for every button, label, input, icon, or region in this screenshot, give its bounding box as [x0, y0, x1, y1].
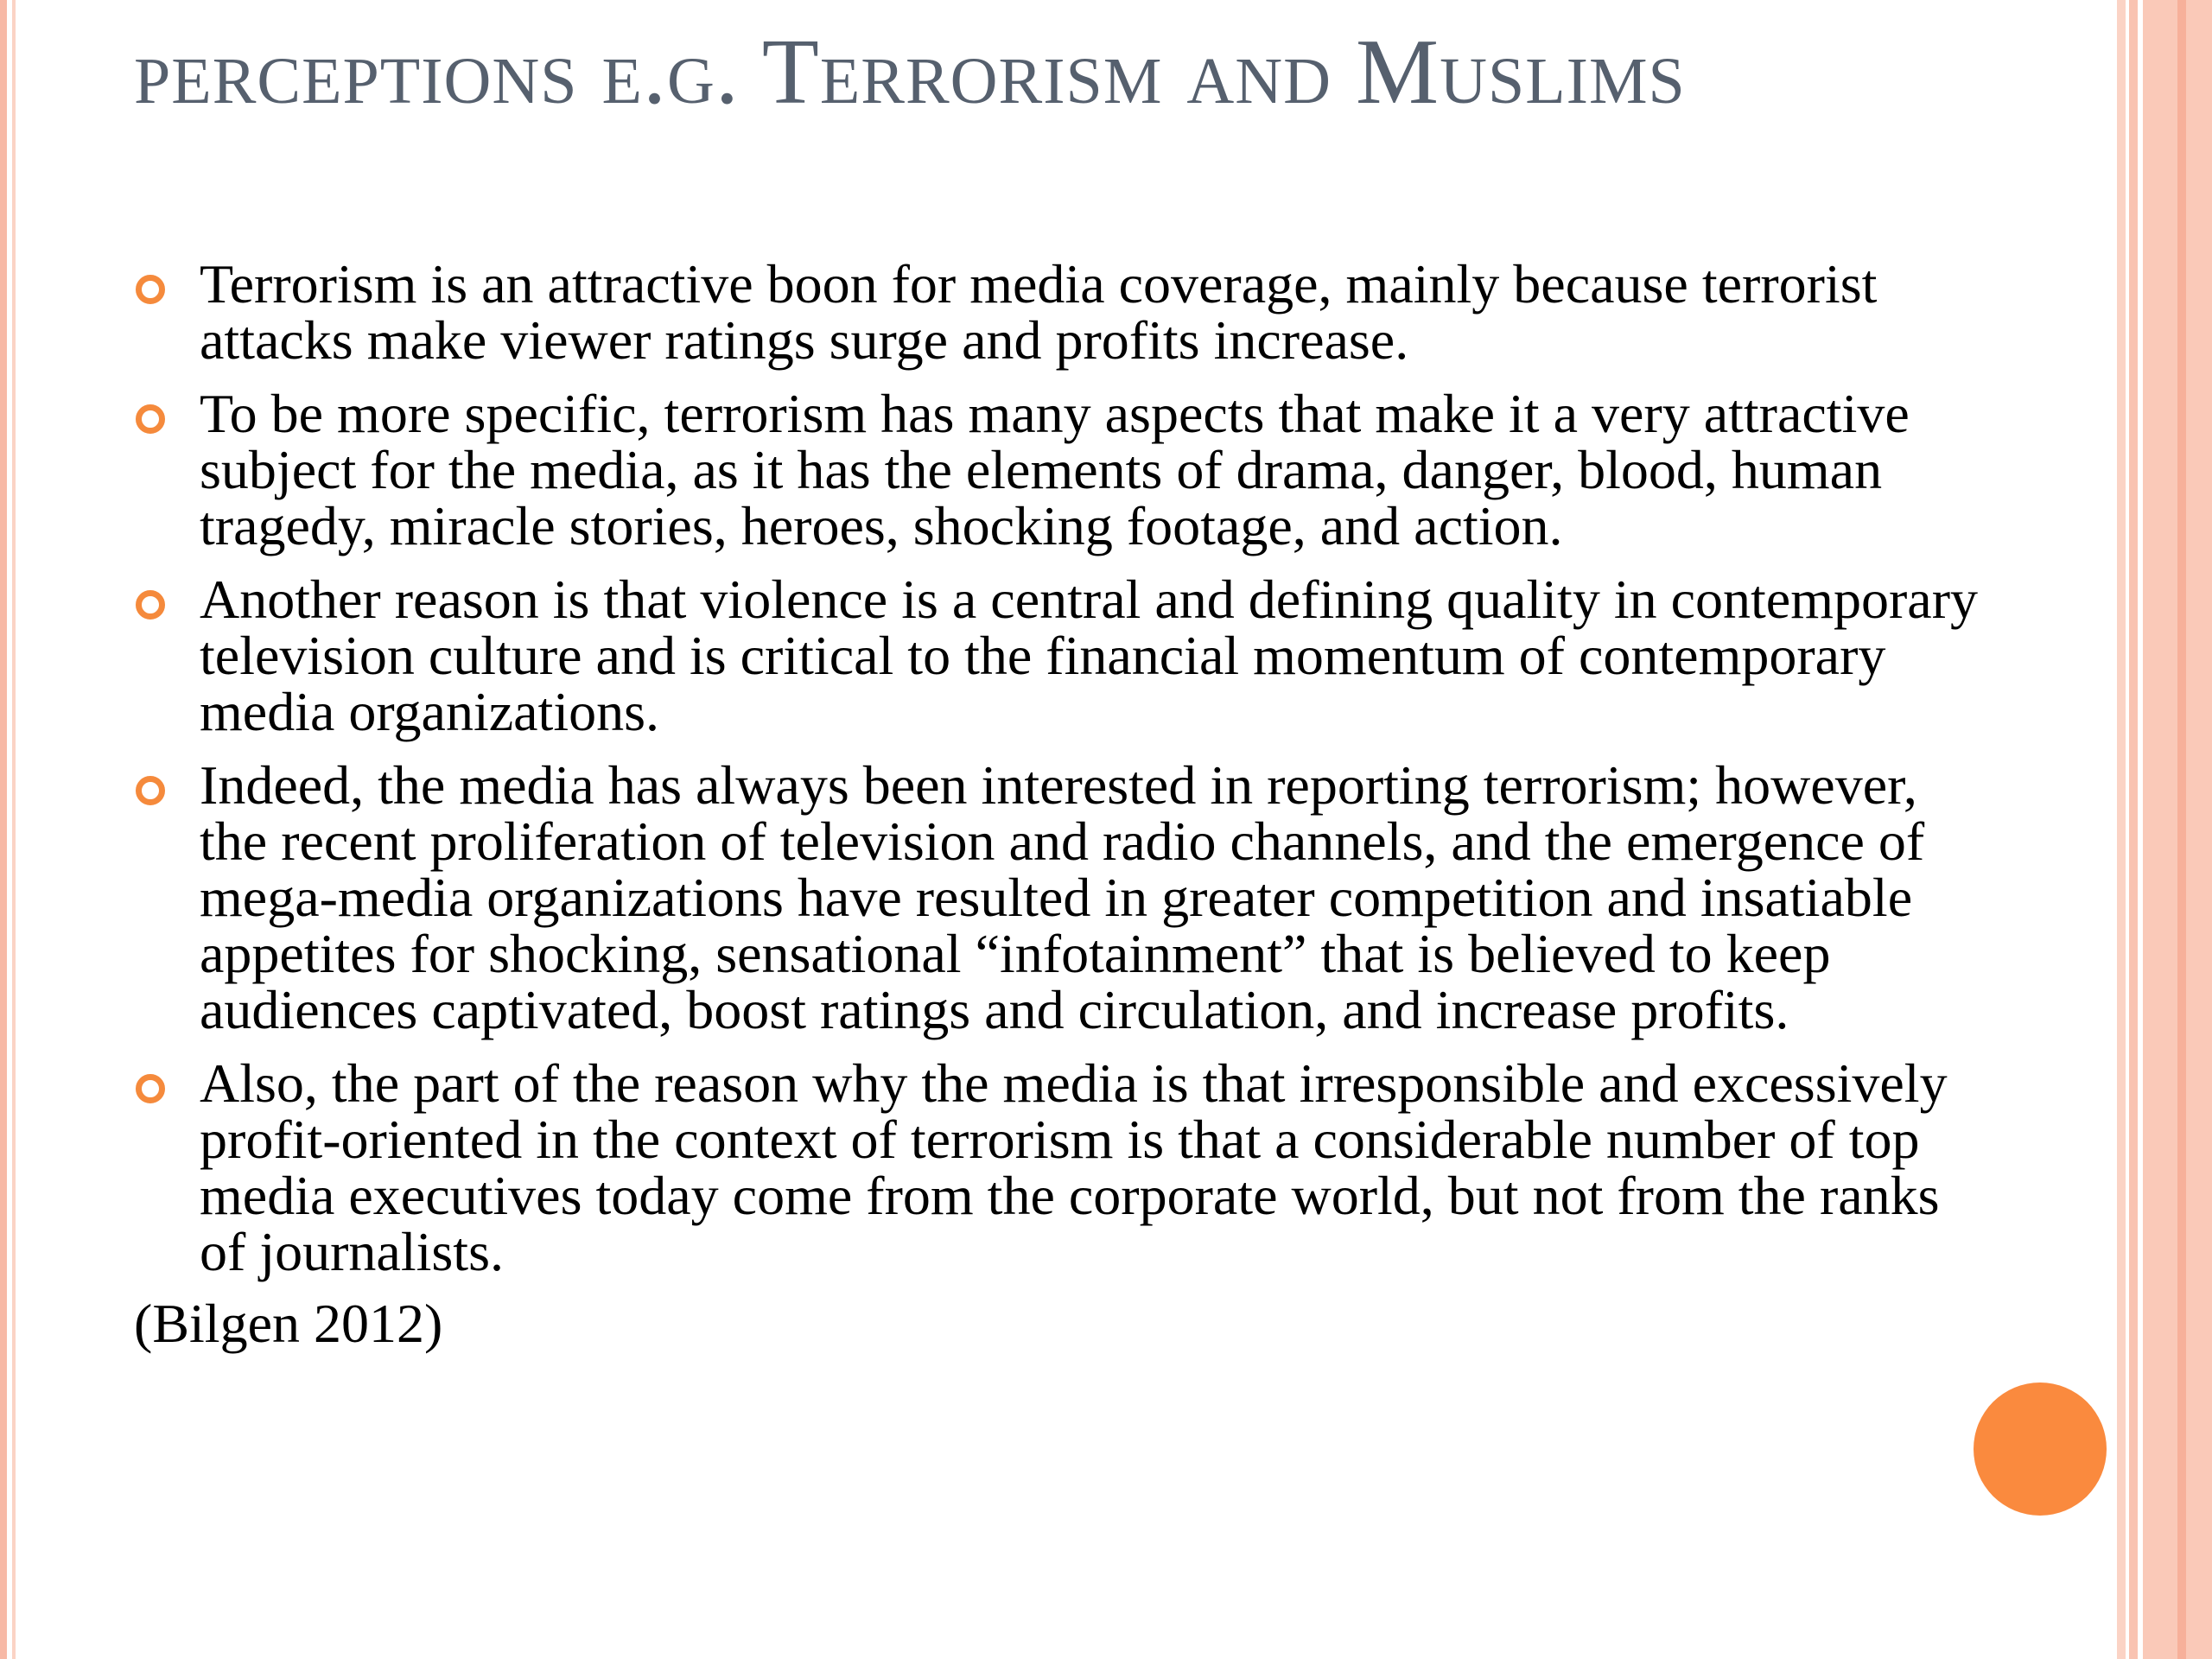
right-border-stripe-2 [2129, 0, 2138, 1659]
hollow-circle-bullet-icon [136, 590, 165, 620]
right-border-stripe [2117, 0, 2126, 1659]
bullet-item [134, 1052, 1992, 1282]
slide-content [134, 253, 1992, 1354]
hollow-circle-bullet-icon [136, 776, 165, 805]
left-border-stripe [0, 0, 7, 1659]
left-border-stripe-inner [12, 0, 16, 1659]
bullet-text: To be more specific, terrorism has many aspects that make it a very attractive subject for the media, as it has the elements of drama, danger, blood, human tragedy, miracle stories, heroes, shocking footage, and action. [200, 383, 1910, 556]
bullet-text: Also, the part of the reason why the media is that irresponsible and excessively profit-oriented in the context of terrorism is that a considerable number of top media executives today come from the corporate world, but not from the ranks of journalists. [200, 1052, 1948, 1282]
bullet-text: Indeed, the media has always been interested in reporting terrorism; however, the recent proliferation of television and radio channels, and the emergence of mega-media organizations have resulted in greater competition and insatiable appetites for shocking, sensational “infotainment” that is believed to keep audiences captivated, boost ratings and circulation, and increase profits. [200, 754, 1925, 1040]
bullet-text: Another reason is that violence is a central and defining quality in contemporary television culture and is critical to the financial momentum of contemporary media organizations. [200, 569, 1978, 742]
orange-circle-decoration [1974, 1382, 2107, 1516]
bullet-item [134, 385, 1992, 554]
right-border-line [2177, 0, 2186, 1659]
citation: (Bilgen 2012) [134, 1293, 443, 1354]
bullet-text: Terrorism is an attractive boon for media coverage, mainly because terrorist attacks make viewer ratings surge and profits increase. [200, 253, 1878, 371]
bullet-list [134, 253, 1992, 1282]
hollow-circle-bullet-icon [136, 275, 165, 304]
slide-title: perceptions e.g. Terrorism and Muslims [134, 21, 1686, 124]
hollow-circle-bullet-icon [136, 404, 165, 434]
bullet-item [134, 571, 1992, 740]
bullet-item [134, 754, 1992, 1040]
hollow-circle-bullet-icon [136, 1074, 165, 1103]
bullet-item [134, 253, 1992, 371]
